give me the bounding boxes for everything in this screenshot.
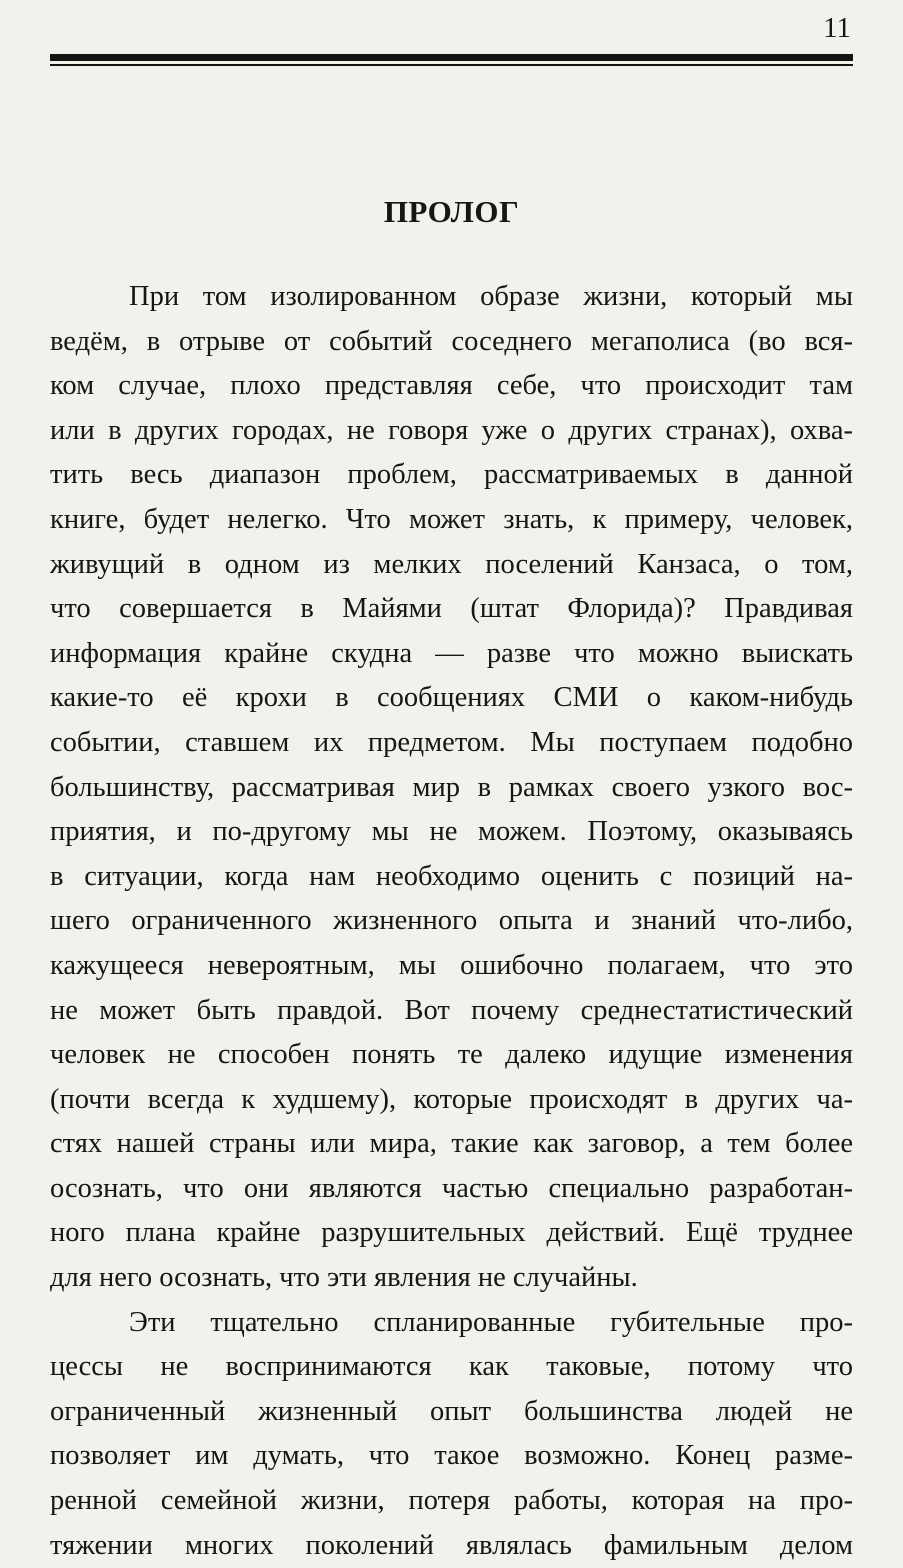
text-line: человек не способен понять те далеко идущие изменения xyxy=(50,1039,853,1071)
header-rule xyxy=(50,54,853,68)
chapter-title: ПРОЛОГ xyxy=(383,194,520,229)
text-line: информация крайне скудна — разве что можно выискать xyxy=(50,637,853,669)
text-line: (почти всегда к худшему), которые происходят в других ча- xyxy=(50,1083,853,1115)
text-line: какие-то её крохи в сообщениях СМИ о каком-нибудь xyxy=(50,682,853,714)
text-line: ведём, в отрыве от событий соседнего мегаполиса (во вся- xyxy=(50,325,853,357)
text-line: При том изолированном образе жизни, который мы xyxy=(129,281,853,312)
paragraph-1 xyxy=(50,275,853,1301)
text-line: книге, будет нелегко. Что может знать, к примеру, человек, xyxy=(50,503,853,535)
text-line: ренной семейной жизни, потеря работы, которая на про- xyxy=(50,1485,853,1517)
text-line: живущий в одном из мелких поселений Канзаса, о том, xyxy=(50,548,853,580)
header-rule-thick xyxy=(50,54,853,61)
text-line: событии, ставшем их предметом. Мы поступаем подобно xyxy=(50,726,853,758)
text-line: не может быть правдой. Вот почему среднестатистический xyxy=(50,994,853,1026)
text-line: тить весь диапазон проблем, рассматриваемых в данной xyxy=(50,459,853,491)
text-line: ком случае, плохо представляя себе, что происходит там xyxy=(50,370,853,402)
body-text xyxy=(50,275,853,1568)
text-line: кажущееся невероятным, мы ошибочно полагаем, что это xyxy=(50,949,853,981)
text-line: шего ограниченного жизненного опыта и знаний что-либо, xyxy=(50,905,853,937)
text-line: в ситуации, когда нам необходимо оценить с позиций на- xyxy=(50,860,853,892)
text-line: стях нашей страны или мира, такие как заговор, а тем более xyxy=(50,1128,853,1160)
text-line: тяжении многих поколений являлась фамильным делом xyxy=(50,1529,853,1561)
page-number: 11 xyxy=(823,12,851,44)
header-rule-thin xyxy=(50,64,853,66)
text-line: что совершается в Майями (штат Флорида)? Правдивая xyxy=(50,593,853,625)
paragraph-2 xyxy=(50,1301,853,1568)
text-line: для него осознать, что эти явления не случайны. xyxy=(50,1262,638,1294)
text-line: ограниченный жизненный опыт большинства людей не xyxy=(50,1395,853,1427)
text-line: позволяет им думать, что такое возможно. Конец разме- xyxy=(50,1440,853,1472)
text-line: цессы не воспринимаются как таковые, потому что xyxy=(50,1351,853,1383)
text-line: приятия, и по-другому мы не можем. Поэтому, оказываясь xyxy=(50,816,853,848)
text-line: осознать, что они являются частью специально разработан- xyxy=(50,1172,853,1204)
text-line: Эти тщательно спланированные губительные про- xyxy=(129,1306,853,1338)
text-line: большинству, рассматривая мир в рамках своего узкого вос- xyxy=(50,771,853,803)
text-line: или в других городах, не говоря уже о других странах), охва- xyxy=(50,414,853,446)
text-line: ного плана крайне разрушительных действий. Ещё труднее xyxy=(50,1217,853,1249)
